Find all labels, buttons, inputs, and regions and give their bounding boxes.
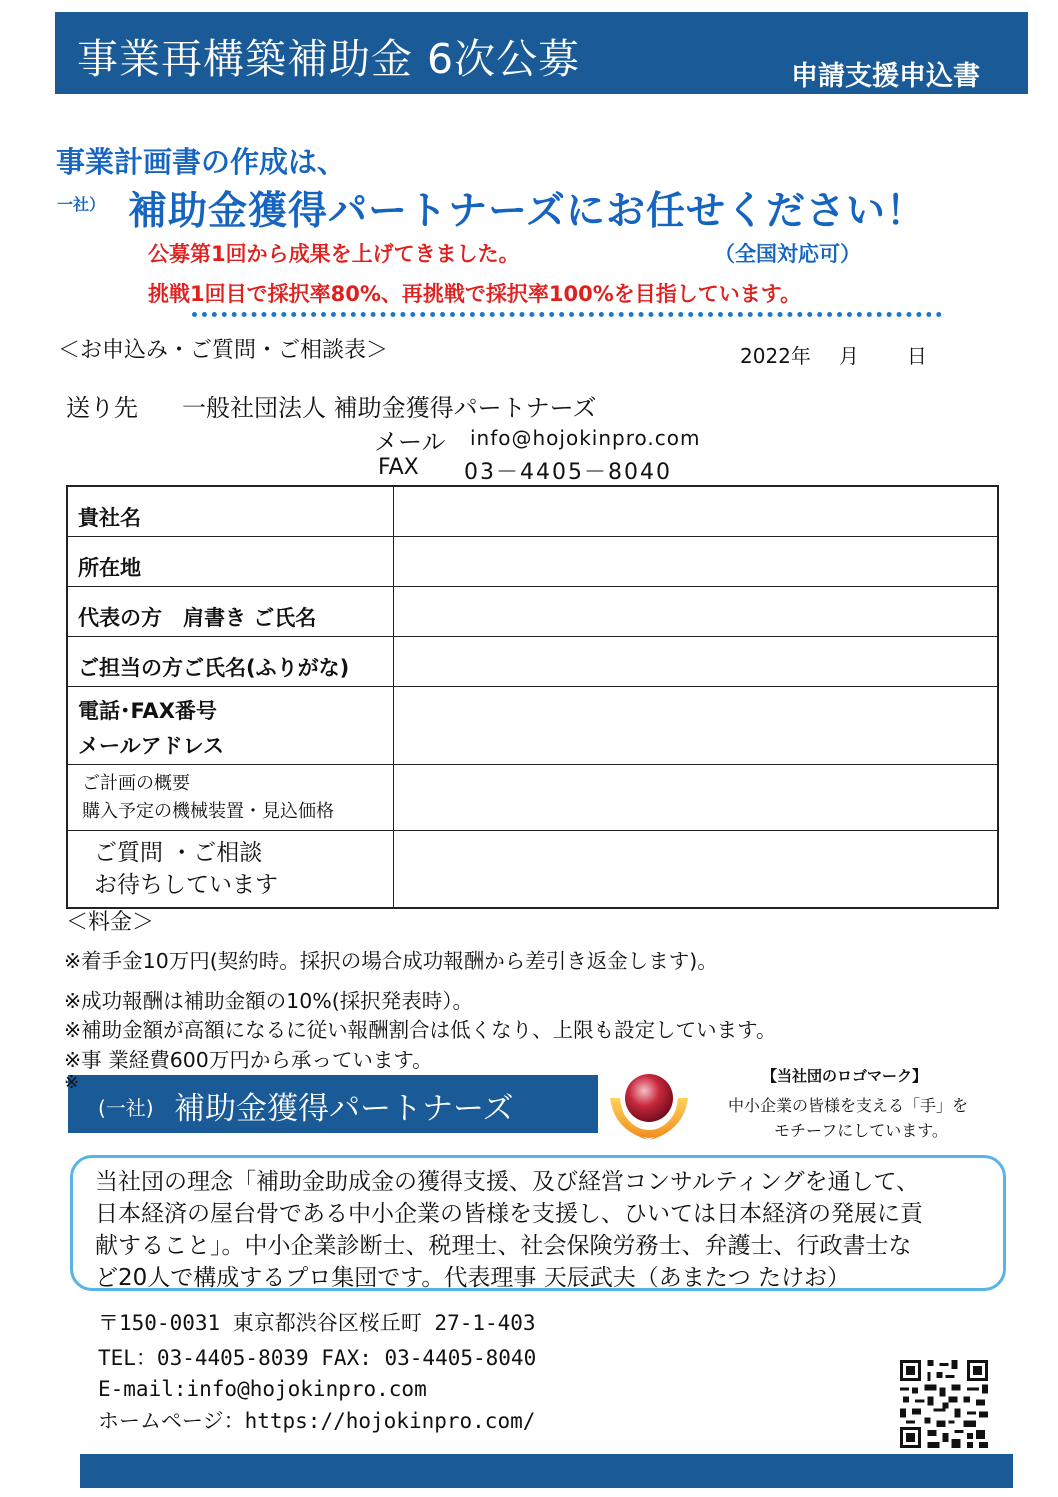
form-row-company	[68, 487, 997, 537]
contact-tel-fax: TEL：03-4405-8039 FAX: 03-4405-8040	[98, 1346, 537, 1370]
phone-email-label	[68, 687, 394, 764]
fee-item: ※着手金10万円(契約時。採択の場合成功報酬から差引き返金します)。	[64, 949, 718, 973]
contact-person-field[interactable]	[394, 637, 997, 686]
contact-address: 〒150-0031 東京都渋谷区桜丘町 27-1-403	[98, 1311, 536, 1335]
form-row-phone-email	[68, 687, 997, 765]
questions-label	[68, 831, 394, 907]
fee-heading: ＜料金＞	[66, 910, 155, 935]
send-to-label: 送り先	[66, 394, 138, 422]
philosophy-line: ど20人で構成するプロ集団です。代表理事 天辰武夫（あまたつ たけお）	[95, 1265, 851, 1291]
page-title: 事業再構築補助金 6次公募	[77, 35, 581, 83]
intro-nationwide-note: （全国対応可）	[714, 242, 861, 266]
phone-fax-label: 電話･FAX番号	[78, 699, 217, 723]
plan-label	[68, 765, 394, 830]
fee-item: ※成功報酬は補助金額の10%(採択発表時）。	[64, 989, 473, 1013]
fax-label: FAX	[378, 455, 419, 480]
form-date[interactable]	[740, 340, 927, 369]
company-label: 貴社名	[68, 487, 394, 536]
dotted-divider	[192, 312, 942, 317]
qr-code-icon[interactable]	[900, 1360, 988, 1448]
mail-address[interactable]: info@hojokinpro.com	[470, 426, 701, 450]
representative-field[interactable]	[394, 587, 997, 636]
fee-item: ※事 業経費600万円から承っています。	[64, 1048, 433, 1072]
plan-overview-label: ご計画の概要	[82, 772, 190, 794]
form-row-address	[68, 537, 997, 587]
form-row-representative	[68, 587, 997, 637]
philosophy-line: 献すること」。中小企業診断士、税理士、社会保険労務士、弁護士、行政書士な	[95, 1233, 912, 1259]
mail-label: メール	[374, 428, 446, 456]
philosophy-line: 日本経済の屋台骨である中小企業の皆様を支援し、ひいては日本経済の発展に貢	[95, 1201, 923, 1227]
logo-description-1: 中小企業の皆様を支える「手」を	[728, 1096, 969, 1115]
date-day: 日	[906, 344, 927, 368]
org-banner	[68, 1075, 598, 1133]
philosophy-box	[70, 1155, 1006, 1291]
phone-email-field[interactable]	[394, 687, 997, 764]
footer-bar	[80, 1454, 1013, 1488]
logo-title: 【当社団のロゴマーク】	[762, 1067, 928, 1085]
header-bar	[55, 12, 1028, 94]
logo-description-2: モチーフにしています。	[774, 1121, 948, 1140]
address-label: 所在地	[68, 537, 394, 586]
contact-person-label: ご担当の方ご氏名(ふりがな)	[68, 637, 394, 686]
questions-label-line1: ご質問 ・ご相談	[94, 840, 263, 866]
company-field[interactable]	[394, 487, 997, 536]
philosophy-line: 当社団の理念「補助金助成金の獲得支援、及び経営コンサルティングを通して、	[95, 1169, 920, 1195]
form-heading: ＜お申込み・ご質問・ご相談表＞	[58, 338, 389, 363]
plan-field[interactable]	[394, 765, 997, 830]
intro-adoption-rate: 挑戦1回目で採択率80%、再挑戦で採択率100%を目指しています。	[148, 282, 802, 306]
email-label: メールアドレス	[78, 734, 224, 758]
date-month: 月	[838, 344, 859, 368]
form-row-contact-person	[68, 637, 997, 687]
page-subtitle: 申請支援申込書	[791, 61, 980, 92]
address-field[interactable]	[394, 537, 997, 586]
form-row-questions	[68, 831, 997, 907]
questions-label-line2: お待ちしています	[94, 872, 278, 898]
contact-email[interactable]: E-mail:info@hojokinpro.com	[98, 1377, 427, 1401]
form-row-plan	[68, 765, 997, 831]
org-banner-prefix: (一社)	[98, 1096, 154, 1120]
fax-number: 03－4405－8040	[464, 460, 672, 485]
org-banner-name: 補助金獲得パートナーズ	[174, 1091, 514, 1127]
equipment-label: 購入予定の機械装置・見込価格	[82, 800, 334, 822]
intro-achievement: 公募第1回から成果を上げてきました。	[148, 242, 520, 266]
questions-field[interactable]	[394, 831, 997, 907]
intro-line-1: 事業計画書の作成は、	[56, 145, 347, 179]
application-form-table	[66, 485, 999, 909]
fee-item: ※補助金額が高額になるに従い報酬割合は低くなり、上限も設定しています。	[64, 1018, 777, 1042]
intro-org-prefix: 一社）	[57, 195, 106, 214]
representative-label: 代表の方 肩書き ご氏名	[68, 587, 394, 636]
hands-logo-icon	[604, 1068, 694, 1146]
date-year: 2022年	[740, 344, 811, 368]
contact-homepage[interactable]: ホームページ：https://hojokinpro.com/	[98, 1409, 536, 1433]
send-to-org: 一般社団法人 補助金獲得パートナーズ	[182, 394, 597, 422]
intro-headline: 補助金獲得パートナーズにお任せください！	[128, 189, 927, 234]
note-mark: ※	[64, 1072, 80, 1093]
